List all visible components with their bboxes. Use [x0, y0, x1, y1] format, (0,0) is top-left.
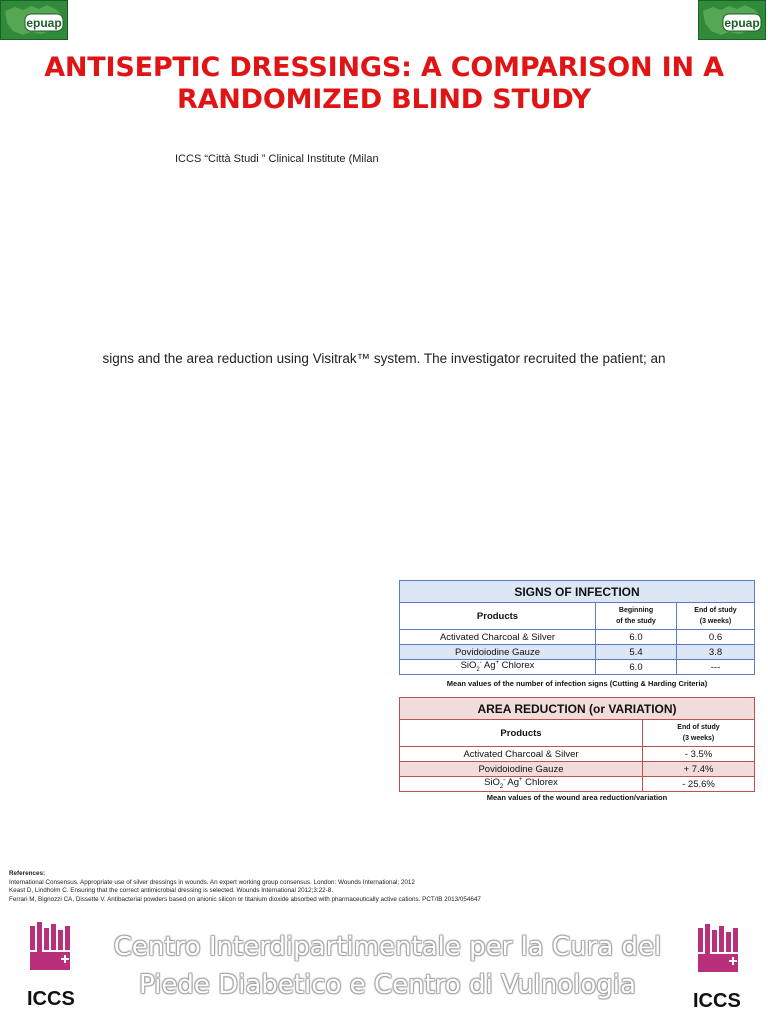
table-row: Activated Charcoal & Silver - 3.5%	[400, 747, 755, 762]
body-text: signs and the area reduction using Visitrak™ system. The investigator recruited the patient; an	[102, 351, 666, 366]
signs-of-infection-table	[399, 580, 755, 675]
table-title: SIGNS OF INFECTION	[400, 581, 755, 603]
column-header-end: End of study (3 weeks)	[643, 720, 755, 747]
table-row: SiO$_2$- Ag+ Chlorex - 25.6%	[400, 777, 755, 792]
infection-table-caption: Mean values of the number of infection signs (Cutting & Harding Criteria)	[446, 679, 708, 688]
table-row: Povidoiodine Gauze + 7.4%	[400, 762, 755, 777]
reference-item: International Consensus. Appropriate use of silver dressings in wounds. An expert working group consensus. London: Wounds International; 2012	[9, 878, 415, 886]
reference-item: Keast D, Lindholm C. Ensuring that the correct antimicrobial dressing is selected. Wounds International 2012;3:22-8.	[9, 887, 333, 894]
poster-title	[0, 52, 768, 116]
area-reduction-table	[399, 697, 755, 792]
column-header-products: Products	[400, 720, 643, 747]
iccs-logo-right	[696, 922, 740, 976]
epuap-logo-text: epuap	[26, 16, 62, 30]
institute-name: Centro Interdipartimentale per la Cura del Piede Diabetico e Centro di Vulnologia	[113, 932, 662, 1000]
reference-item: Ferrari M, Bignozzi CA, Dissette V. Antibacterial powders based on anionic silicon or titanium dioxide absorbed with pharmaceutically active cations. PCT/IB 2013/054647	[9, 895, 481, 903]
table-title: AREA REDUCTION (or VARIATION)	[400, 698, 755, 720]
table-row: SiO$_2$- Ag+ Chlorex 6.0 ---	[400, 660, 755, 675]
iccs-label-left: ICCS	[27, 988, 75, 1010]
column-header-beginning: Beginning of the study	[596, 603, 677, 630]
area-table-caption: Mean values of the wound area reduction/variation	[486, 793, 668, 802]
table-row: Activated Charcoal & Silver 6.0 0.6	[400, 630, 755, 645]
iccs-logo-left	[28, 920, 72, 974]
table-row: Povidoiodine Gauze 5.4 3.8	[400, 645, 755, 660]
iccs-label-right: ICCS	[693, 990, 741, 1012]
title-line-2: RANDOMIZED BLIND STUDY	[176, 84, 592, 115]
references-heading: References:	[9, 870, 46, 877]
epuap-logo-text: epuap	[724, 16, 760, 30]
references	[9, 870, 749, 904]
column-header-end: End of study (3 weeks)	[677, 603, 755, 630]
title-line-1: ANTISEPTIC DRESSINGS: A COMPARISON IN A	[44, 52, 724, 83]
epuap-logo-right	[698, 0, 766, 40]
epuap-logo-left	[0, 0, 68, 40]
affiliation: ICCS “Città Studi ” Clinical Institute (Milan	[175, 153, 379, 165]
column-header-products: Products	[400, 603, 596, 630]
